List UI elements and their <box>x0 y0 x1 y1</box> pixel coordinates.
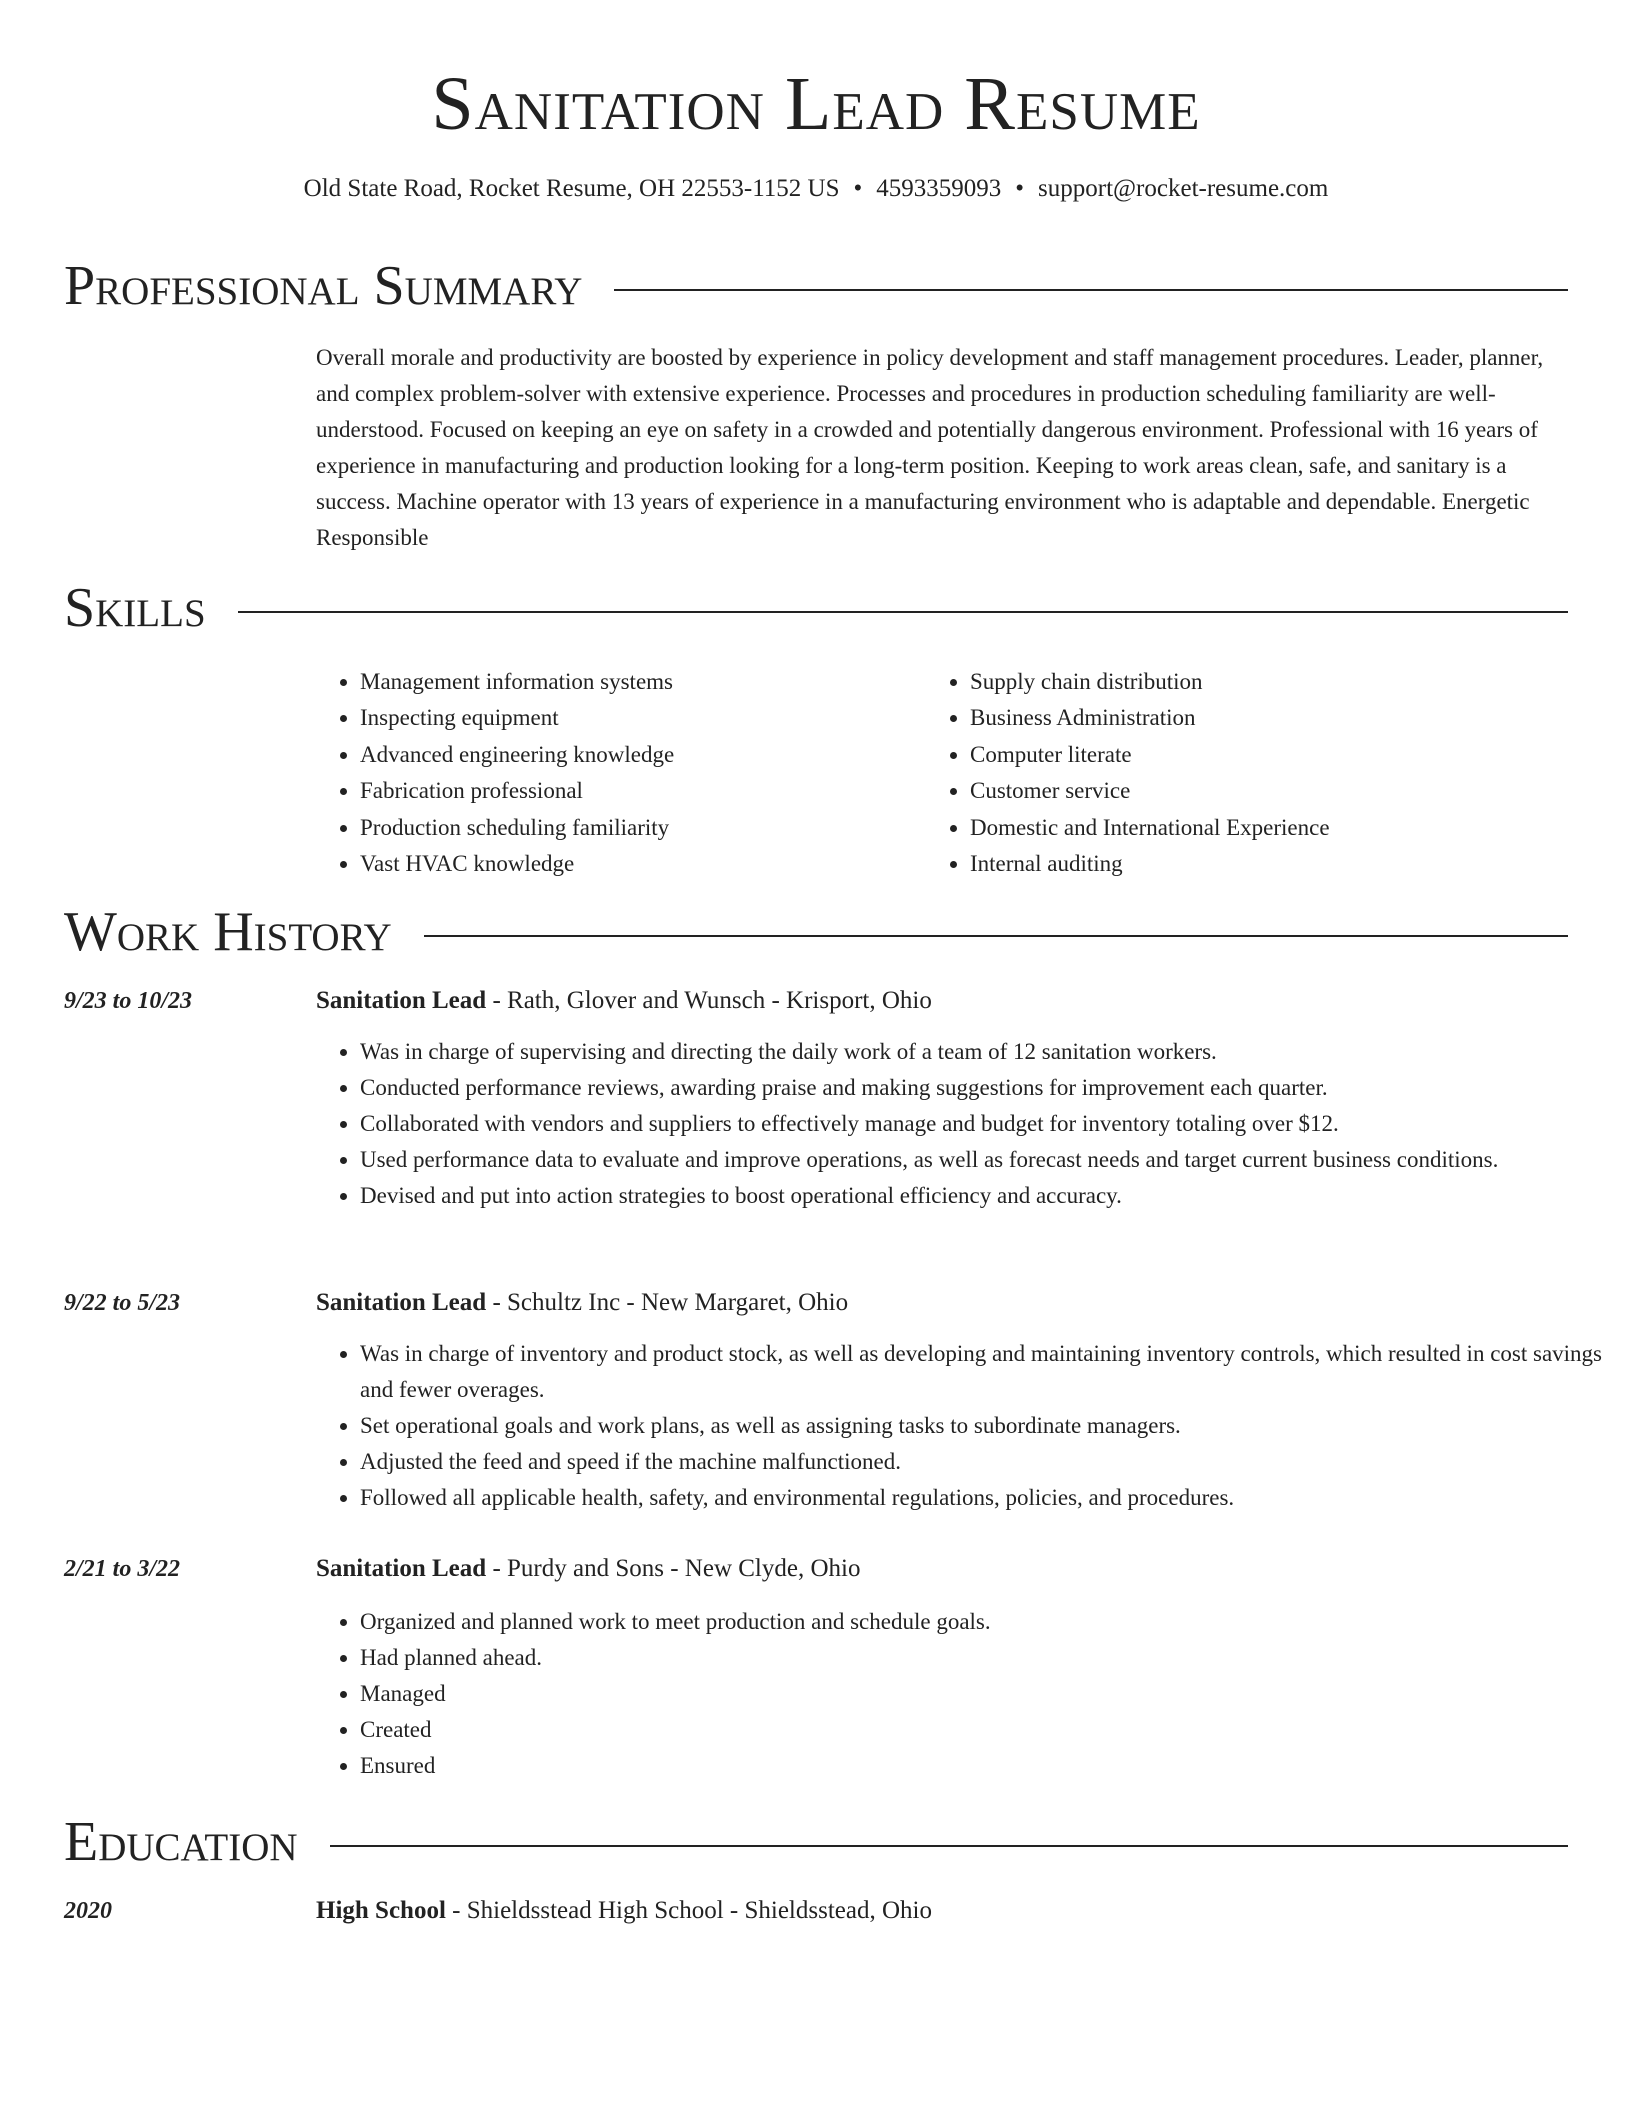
job-bullet: • Set operational goals and work plans, as well as assigning tasks to subordinate managers. <box>360 1408 1620 1444</box>
job-bullet: • Devised and put into action strategies to boost operational efficiency and accuracy. <box>360 1178 1620 1214</box>
skills-list-right <box>926 664 1610 882</box>
summary-heading-text: Professional Summary <box>64 255 583 317</box>
section-divider <box>238 611 1568 613</box>
skill-item: • Inspecting equipment <box>360 700 920 736</box>
contact-line <box>0 172 1632 206</box>
job-header <box>316 984 932 1018</box>
job-dates: 9/22 to 5/23 <box>64 1290 181 1316</box>
job-bullet: • Organized and planned work to meet production and schedule goals. <box>360 1604 1620 1640</box>
job-bullet: • Followed all applicable health, safety, and environmental regulations, policies, and procedures. <box>360 1480 1620 1516</box>
job-title: Sanitation Lead <box>316 987 487 1014</box>
section-divider <box>330 1845 1568 1847</box>
skill-item: • Management information systems <box>360 664 920 700</box>
job-employer: - Purdy and Sons - New Clyde, Ohio <box>486 1555 861 1582</box>
job-bullet: • Conducted performance reviews, awarding praise and making suggestions for improvement each quarter. <box>360 1070 1620 1106</box>
education-degree: High School <box>316 1897 446 1924</box>
job-bullet: • Created <box>360 1712 1620 1748</box>
skill-item: • Customer service <box>970 773 1610 809</box>
education-heading <box>64 1808 1568 1876</box>
section-divider <box>614 289 1568 291</box>
education-school: - Shieldsstead High School - Shieldsstead, Ohio <box>445 1897 932 1924</box>
education-year: 2020 <box>64 1898 112 1924</box>
education-entry <box>316 1894 932 1928</box>
skills-heading <box>64 574 1568 642</box>
job-bullet: • Managed <box>360 1676 1620 1712</box>
skill-item: • Business Administration <box>970 700 1610 736</box>
job-bullet: • Adjusted the feed and speed if the machine malfunctioned. <box>360 1444 1620 1480</box>
job-header <box>316 1286 848 1320</box>
job-bullet: • Was in charge of supervising and directing the daily work of a team of 12 sanitation workers. <box>360 1034 1620 1070</box>
work-history-heading-text: Work History <box>64 901 392 963</box>
phone: 4593359093 <box>876 175 1002 202</box>
skill-item: • Production scheduling familiarity <box>360 810 920 846</box>
skills-list-left <box>316 664 920 882</box>
job-title: Sanitation Lead <box>316 1555 487 1582</box>
summary-heading <box>64 252 1568 320</box>
skill-item: • Internal auditing <box>970 846 1610 882</box>
resume-title: Sanitation Lead Resume <box>431 62 1201 146</box>
address: Old State Road, Rocket Resume, OH 22553-1152 US <box>303 175 840 202</box>
job-bullet: • Ensured <box>360 1748 1620 1784</box>
skills-heading-text: Skills <box>64 577 206 639</box>
job-bullets <box>316 1336 1620 1516</box>
job-bullet: • Was in charge of inventory and product stock, as well as developing and maintaining inventory controls, which resulted in cost savings and fewer overages. <box>360 1336 1620 1408</box>
separator: • <box>1015 175 1025 202</box>
education-heading-text: Education <box>64 1811 298 1873</box>
separator: • <box>853 175 863 202</box>
section-divider <box>424 935 1568 937</box>
job-dates: 9/23 to 10/23 <box>64 988 193 1014</box>
skill-item: • Domestic and International Experience <box>970 810 1610 846</box>
job-header <box>316 1552 860 1586</box>
job-employer: - Rath, Glover and Wunsch - Krisport, Ohio <box>486 987 932 1014</box>
job-bullet: • Had planned ahead. <box>360 1640 1620 1676</box>
job-title: Sanitation Lead <box>316 1289 487 1316</box>
summary-text: Overall morale and productivity are boosted by experience in policy development and staff management procedures. Leader, planner, and complex problem-solver with extensive experience. Processes and procedures in production scheduling familiarity are well-understood. Focused on keeping an eye on safety in a crowded and potentially dangerous environment. Professional with 16 years of experience in manufacturing and production looking for a long-term position. Keeping to work areas clean, safe, and sanitary is a success. Machine operator with 13 years of experience in a manufacturing environment who is adaptable and dependable. Energetic Responsible <box>316 345 1544 550</box>
job-bullet: • Used performance data to evaluate and improve operations, as well as forecast needs and target current business conditions. <box>360 1142 1620 1178</box>
job-dates: 2/21 to 3/22 <box>64 1556 181 1582</box>
skill-item: • Supply chain distribution <box>970 664 1610 700</box>
job-bullets <box>316 1604 1620 1784</box>
skill-item: • Computer literate <box>970 737 1610 773</box>
work-history-heading <box>64 898 1568 966</box>
job-bullets <box>316 1034 1620 1214</box>
skill-item: • Advanced engineering knowledge <box>360 737 920 773</box>
job-bullet: • Collaborated with vendors and suppliers to effectively manage and budget for inventory totaling over $12. <box>360 1106 1620 1142</box>
skill-item: • Fabrication professional <box>360 773 920 809</box>
job-employer: - Schultz Inc - New Margaret, Ohio <box>486 1289 849 1316</box>
skill-item: • Vast HVAC knowledge <box>360 846 920 882</box>
email: support@rocket-resume.com <box>1038 175 1329 202</box>
